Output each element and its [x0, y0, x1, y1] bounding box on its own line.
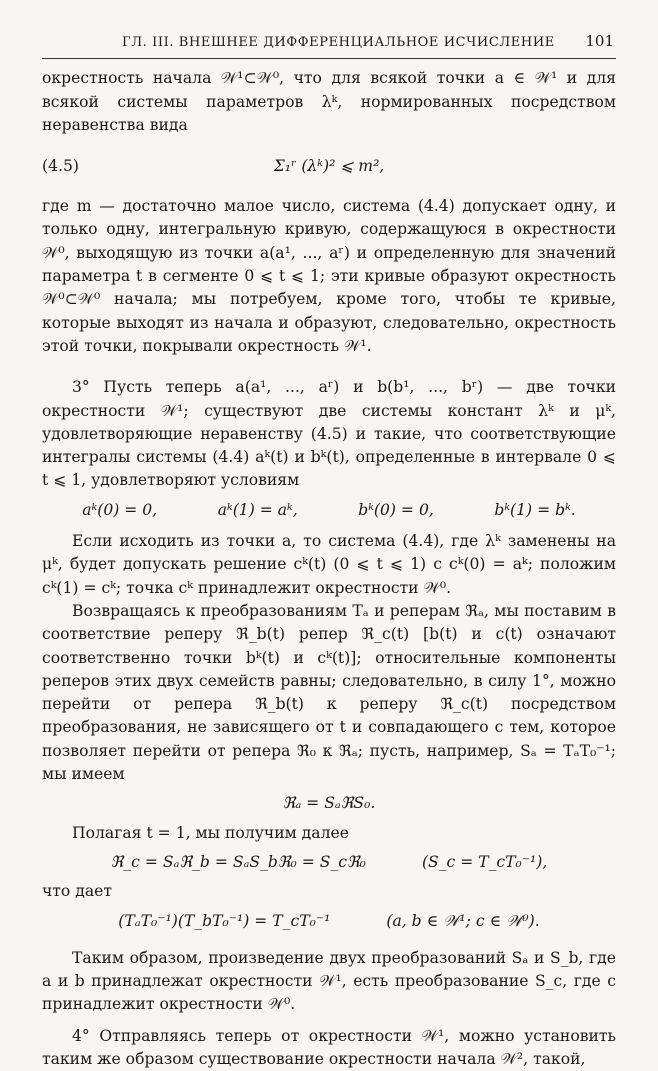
equation-rc-left: ℜ_c = Sₐℜ_b = SₐS_bℜ₀ = S_cℜ₀: [110, 852, 366, 871]
paragraph-integral-curve: где m — достаточно малое число, система (4.4) допускает одну, и только одну, интегральную кривую, содержащуюся в окрестности 𝒲⁰, выходящую из точки a(a¹, ..., aʳ) и определенную для значений параметра t в сегменте 0 ⩽ t ⩽ 1; эти кривые образуют окрестность 𝒲⁰⊂𝒲⁰ начала; мы потребуем, кроме того, чтобы те кривые, которые выходят из начала и образуют, следовательно, окрестность этой точки, покрывали окрестность 𝒲¹.: [42, 197, 616, 355]
equation-ra: ℜₐ = SₐℜS₀.: [282, 794, 376, 813]
equation-4-5: [42, 143, 616, 189]
paragraph-solution: Если исходить из точки a, то система (4.4), где λᵏ заменены на μᵏ, будет допускать решение cᵏ(t) (0 ⩽ t ⩽ 1) с cᵏ(0) = aᵏ; положим cᵏ(1) = cᵏ; точка cᵏ принадлежит окрестности 𝒲⁰.: [42, 532, 616, 597]
running-header: [42, 30, 616, 59]
paragraph-transformations: Возвращаясь к преобразованиям Tₐ и реперам ℜₐ, мы поставим в соответствие реперу ℜ_b(t) репер ℜ_c(t) [b(t) и c(t) означают соответственно точки bᵏ(t) и cᵏ(t)]; относительные компоненты реперов этих двух семейств равны; следовательно, в силу 1°, можно перейти от репера ℜ_b(t) к реперу ℜ_c(t) посредством преобразования, не зависящего от t и совпадающего с тем, которое позволяет перейти от репера ℜ₀ к ℜₐ; пусть, например, Sₐ = TₐT₀⁻¹; мы имеем: [42, 601, 616, 784]
condition-2: aᵏ(1) = aᵏ,: [217, 500, 298, 519]
equation-product: [42, 910, 616, 933]
header-title: ГЛ. III. ВНЕШНЕЕ ДИФФЕРЕНЦИАЛЬНОЕ ИСЧИСЛЕНИЕ: [122, 35, 555, 50]
equation-product-left: (TₐT₀⁻¹)(T_bT₀⁻¹) = T_cT₀⁻¹: [118, 911, 331, 930]
paragraph-conclusion: Таким образом, произведение двух преобразований Sₐ и S_b, где a и b принадлежат окрестности 𝒲¹, есть преобразование S_c, где c принадлежит окрестности 𝒲⁰.: [42, 948, 616, 1014]
book-page: [42, 30, 616, 1071]
paragraph-which-gives: что дает: [42, 882, 113, 901]
paragraph-section-4: 4° Отправляясь теперь от окрестности 𝒲¹, можно установить таким же образом существование окрестности начала 𝒲², такой,: [42, 1026, 616, 1068]
equation-rc: [42, 851, 616, 874]
equation-formula: Σ₁ʳ (λᵏ)² ⩽ m²,: [273, 157, 385, 176]
condition-3: bᵏ(0) = 0,: [358, 500, 434, 519]
condition-1: aᵏ(0) = 0,: [82, 500, 158, 519]
paragraph-neighborhood: окрестность начала 𝒲¹⊂𝒲⁰, что для всякой точки a ∈ 𝒲¹ и для всякой системы параметров λᵏ, нормированных посредством неравенства вида: [42, 69, 616, 134]
equation-tag: (4.5): [42, 157, 79, 176]
condition-4: bᵏ(1) = bᵏ.: [494, 500, 576, 519]
paragraph-setting-t: Полагая t = 1, мы получим далее: [72, 823, 349, 842]
page-number: 101: [585, 32, 614, 50]
boundary-conditions: [52, 499, 606, 522]
equation-rc-right: (S_c = T_cT₀⁻¹),: [421, 852, 548, 871]
equation-product-right: (a, b ∈ 𝒲¹; c ∈ 𝒲⁰).: [386, 911, 540, 930]
paragraph-section-3: 3° Пусть теперь a(a¹, ..., aʳ) и b(b¹, ..., bʳ) — две точки окрестности 𝒲¹; существуют две системы констант λᵏ и μᵏ, удовлетворяющие неравенству (4.5) и такие, что соответствующие интегралы системы (4.4) aᵏ(t) и bᵏ(t), определенные в интервале 0 ⩽ t ⩽ 1, удовлетворяют условиям: [42, 378, 616, 490]
